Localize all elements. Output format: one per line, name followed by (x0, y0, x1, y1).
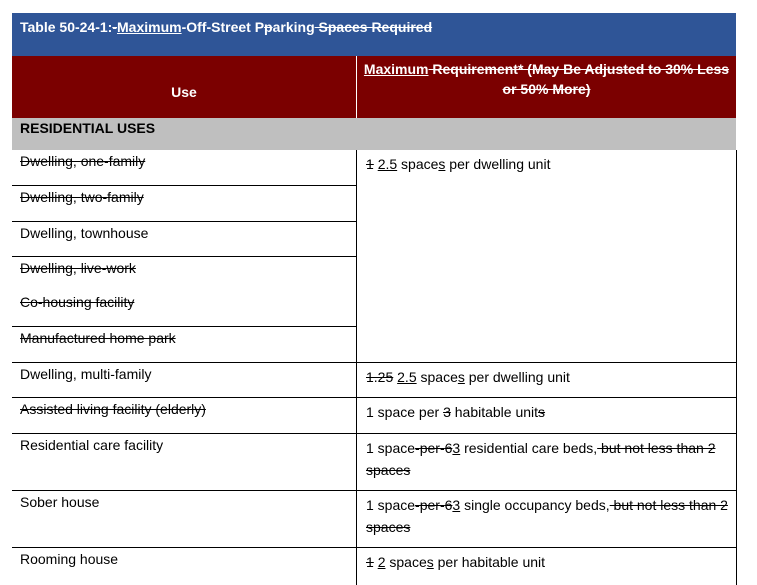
req-group-dwellings: 1 2.5 spaces per dwelling unit (356, 150, 736, 363)
row-use-townhouse: Dwelling, townhouse (12, 222, 356, 257)
row-use-multi-family: Dwelling, multi-family (12, 363, 356, 398)
req-assisted-living: 1 space per 3 habitable units (356, 398, 736, 434)
req-residential-care: 1 space-per-63 residential care beds, but not less than 2 spaces (356, 434, 736, 491)
table-right-border (736, 150, 737, 585)
row-use-assisted-living: Assisted living facility (elderly) (12, 398, 356, 434)
section-residential-uses: RESIDENTIAL USES (12, 118, 736, 150)
header-maximum-requirement: Maximum Requirement* (May Be Adjusted to 30% Less or 50% More) (356, 56, 736, 118)
header-use: Use (171, 84, 197, 100)
table-header-row (12, 56, 736, 118)
row-use-cohousing: Co-housing facility (12, 291, 356, 327)
row-use-one-family: Dwelling, one-family (12, 150, 356, 186)
row-use-sober-house: Sober house (12, 491, 356, 548)
row-use-two-family: Dwelling, two-family (12, 186, 356, 222)
req-sober-house: 1 space-per-63 single occupancy beds, but not less than 2 spaces (356, 491, 736, 548)
req-rooming-house: 1 2 spaces per habitable unit (356, 548, 736, 585)
row-use-residential-care: Residential care facility (12, 434, 356, 491)
table-title: Table 50-24-1:-Maximum-Off-Street Pparking Spaces Required (12, 13, 736, 56)
row-use-rooming-house: Rooming house (20, 551, 119, 567)
req-multi-family: 1.25 2.5 spaces per dwelling unit (356, 363, 736, 398)
row-use-live-work: Dwelling, live-work (20, 260, 136, 276)
row-use-manufactured-home-park: Manufactured home park (12, 327, 356, 363)
